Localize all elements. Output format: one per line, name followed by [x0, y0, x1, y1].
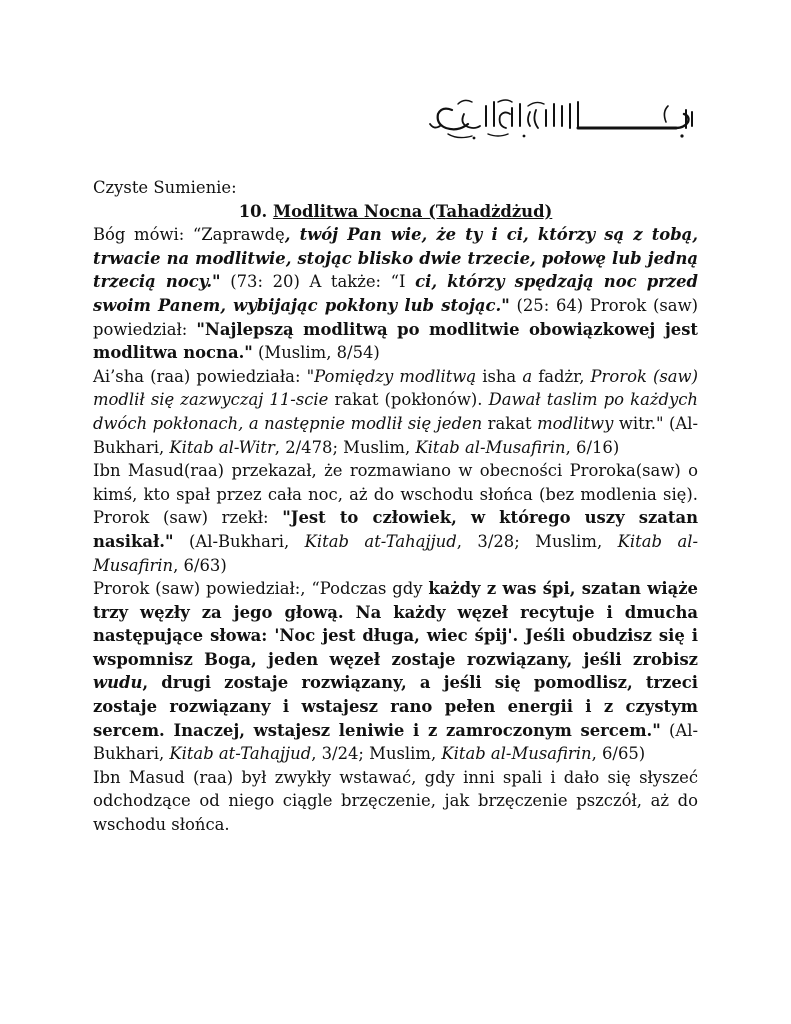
text-run: , 6/65) [591, 744, 646, 764]
text-run: , 6/16) [565, 437, 620, 457]
text-run: rakat (pokłonów). [328, 390, 489, 410]
text-run: (Al-Bukhari, [93, 413, 698, 457]
paragraph [93, 577, 698, 766]
emphasized-text-run: , twój Pan wie, że ty i ci, którzy są z tobą, trwacie na modlitwie, stojąc blisko dwie trzecie, połowę lub jedną trzecią nocy." [93, 225, 698, 292]
paragraph [93, 223, 698, 365]
paragraph [93, 459, 698, 577]
emphasized-text-run: a [522, 366, 533, 386]
emphasized-text-run: Kitab at-Tahajjud [304, 531, 457, 551]
text-run: fadżr, [532, 366, 591, 386]
text-run: (Al-Bukhari, [93, 720, 698, 764]
text-run: , 2/478; Muslim, [274, 437, 416, 457]
text-run: rakat [482, 413, 538, 433]
text-run: Ai’sha (raa) powiedziała: [93, 366, 307, 386]
paragraph [93, 365, 698, 459]
text-run: (Muslim, 8/54) [252, 343, 380, 363]
text-run: Ibn Masud (raa) był zwykły wstawać, gdy inni spali i dało się słyszeć odchodzące od niego ciągle brzęczenie, jak brzęczenie pszczół, aż do wschodu słońca. [93, 767, 698, 835]
emphasized-text-run: ci, którzy spędzają noc przed swoim Panem, wybijając pokłony lub stojąc." [93, 272, 699, 315]
chapter-title: Modlitwa Nocna (Tahadżdżud) [272, 201, 553, 221]
emphasized-text-run: Kitab al-Witr [169, 437, 275, 457]
text-run: witr. [613, 413, 656, 433]
emphasized-text-run: modlitwy [537, 413, 614, 433]
chapter-heading [93, 200, 698, 224]
bismillah-calligraphy-icon [428, 96, 700, 142]
emphasized-text-run: "Najlepszą modlitwą po modlitwie obowiązkowej jest modlitwa nocna." [93, 319, 698, 363]
document-body [93, 176, 698, 837]
emphasized-text-run: Kitab al-Musafirin [441, 744, 592, 764]
text-run: Bóg mówi: “Zaprawdę [93, 225, 285, 245]
emphasized-text-run: każdy z was śpi, szatan wiąże trzy węzły za jego głową. Na każdy węzeł recytuje i dmucha następujące słowa: 'Noc jest długa, wiec śpij'. Jeśli obudzisz się i wspomnisz Boga, jeden węzeł zostaje rozwiązany, jeśli zrobisz [93, 579, 698, 669]
text-run: Prorok (saw) powiedział:, “Podczas gdy [93, 579, 429, 599]
emphasized-text-run: , drugi zostaje rozwiązany, a jeśli się pomodlisz, trzeci zostaje rozwiązany i wstajesz rano pełen energii i z czystym sercem. Inaczej, wstajesz leniwie i z zamroczonym sercem." [93, 673, 698, 740]
emphasized-text-run: "Jest to człowiek, w którego uszy szatan nasikał." [93, 508, 698, 551]
bismillah-calligraphy-image [428, 96, 700, 142]
emphasized-text-run: " [655, 413, 664, 433]
text-run: (73: 20) A także: “I [220, 272, 416, 292]
text-run: isha [476, 366, 523, 386]
text-run: (Al-Bukhari, [173, 531, 305, 551]
emphasized-text-run: Prorok (saw) modlił się zazwyczaj 11-scie [93, 366, 698, 410]
emphasized-text-run: Kitab al-Musafirin [415, 437, 566, 457]
emphasized-text-run: Kitab at-Tahajjud [169, 744, 312, 764]
text-run: (25: 64) Prorok (saw) powiedział: [93, 295, 699, 339]
text-run: , 3/24; Muslim, [311, 744, 442, 764]
emphasized-text-run: Dawał taslim po każdych dwóch pokłonach, a następnie modlił się jeden [93, 390, 698, 433]
section-label: Czyste Sumienie: [93, 178, 237, 197]
text-run: , 6/63) [173, 555, 227, 575]
chapter-number: 10. [238, 201, 273, 221]
emphasized-text-run: "Pomiędzy modlitwą [306, 366, 477, 386]
text-run: , 3/28; Muslim, [456, 531, 618, 551]
text-run: Ibn Masud(raa) przekazał, że rozmawiano w obecności Proroka(saw) o kimś, kto spał przez cała noc, aż do wschodu słońca (bez modlenia się). Prorok (saw) rzekł: [93, 461, 698, 528]
emphasized-text-run: Kitab al-Musafirin [93, 531, 698, 575]
paragraph [93, 766, 698, 837]
emphasized-text-run: wudu [93, 673, 143, 693]
